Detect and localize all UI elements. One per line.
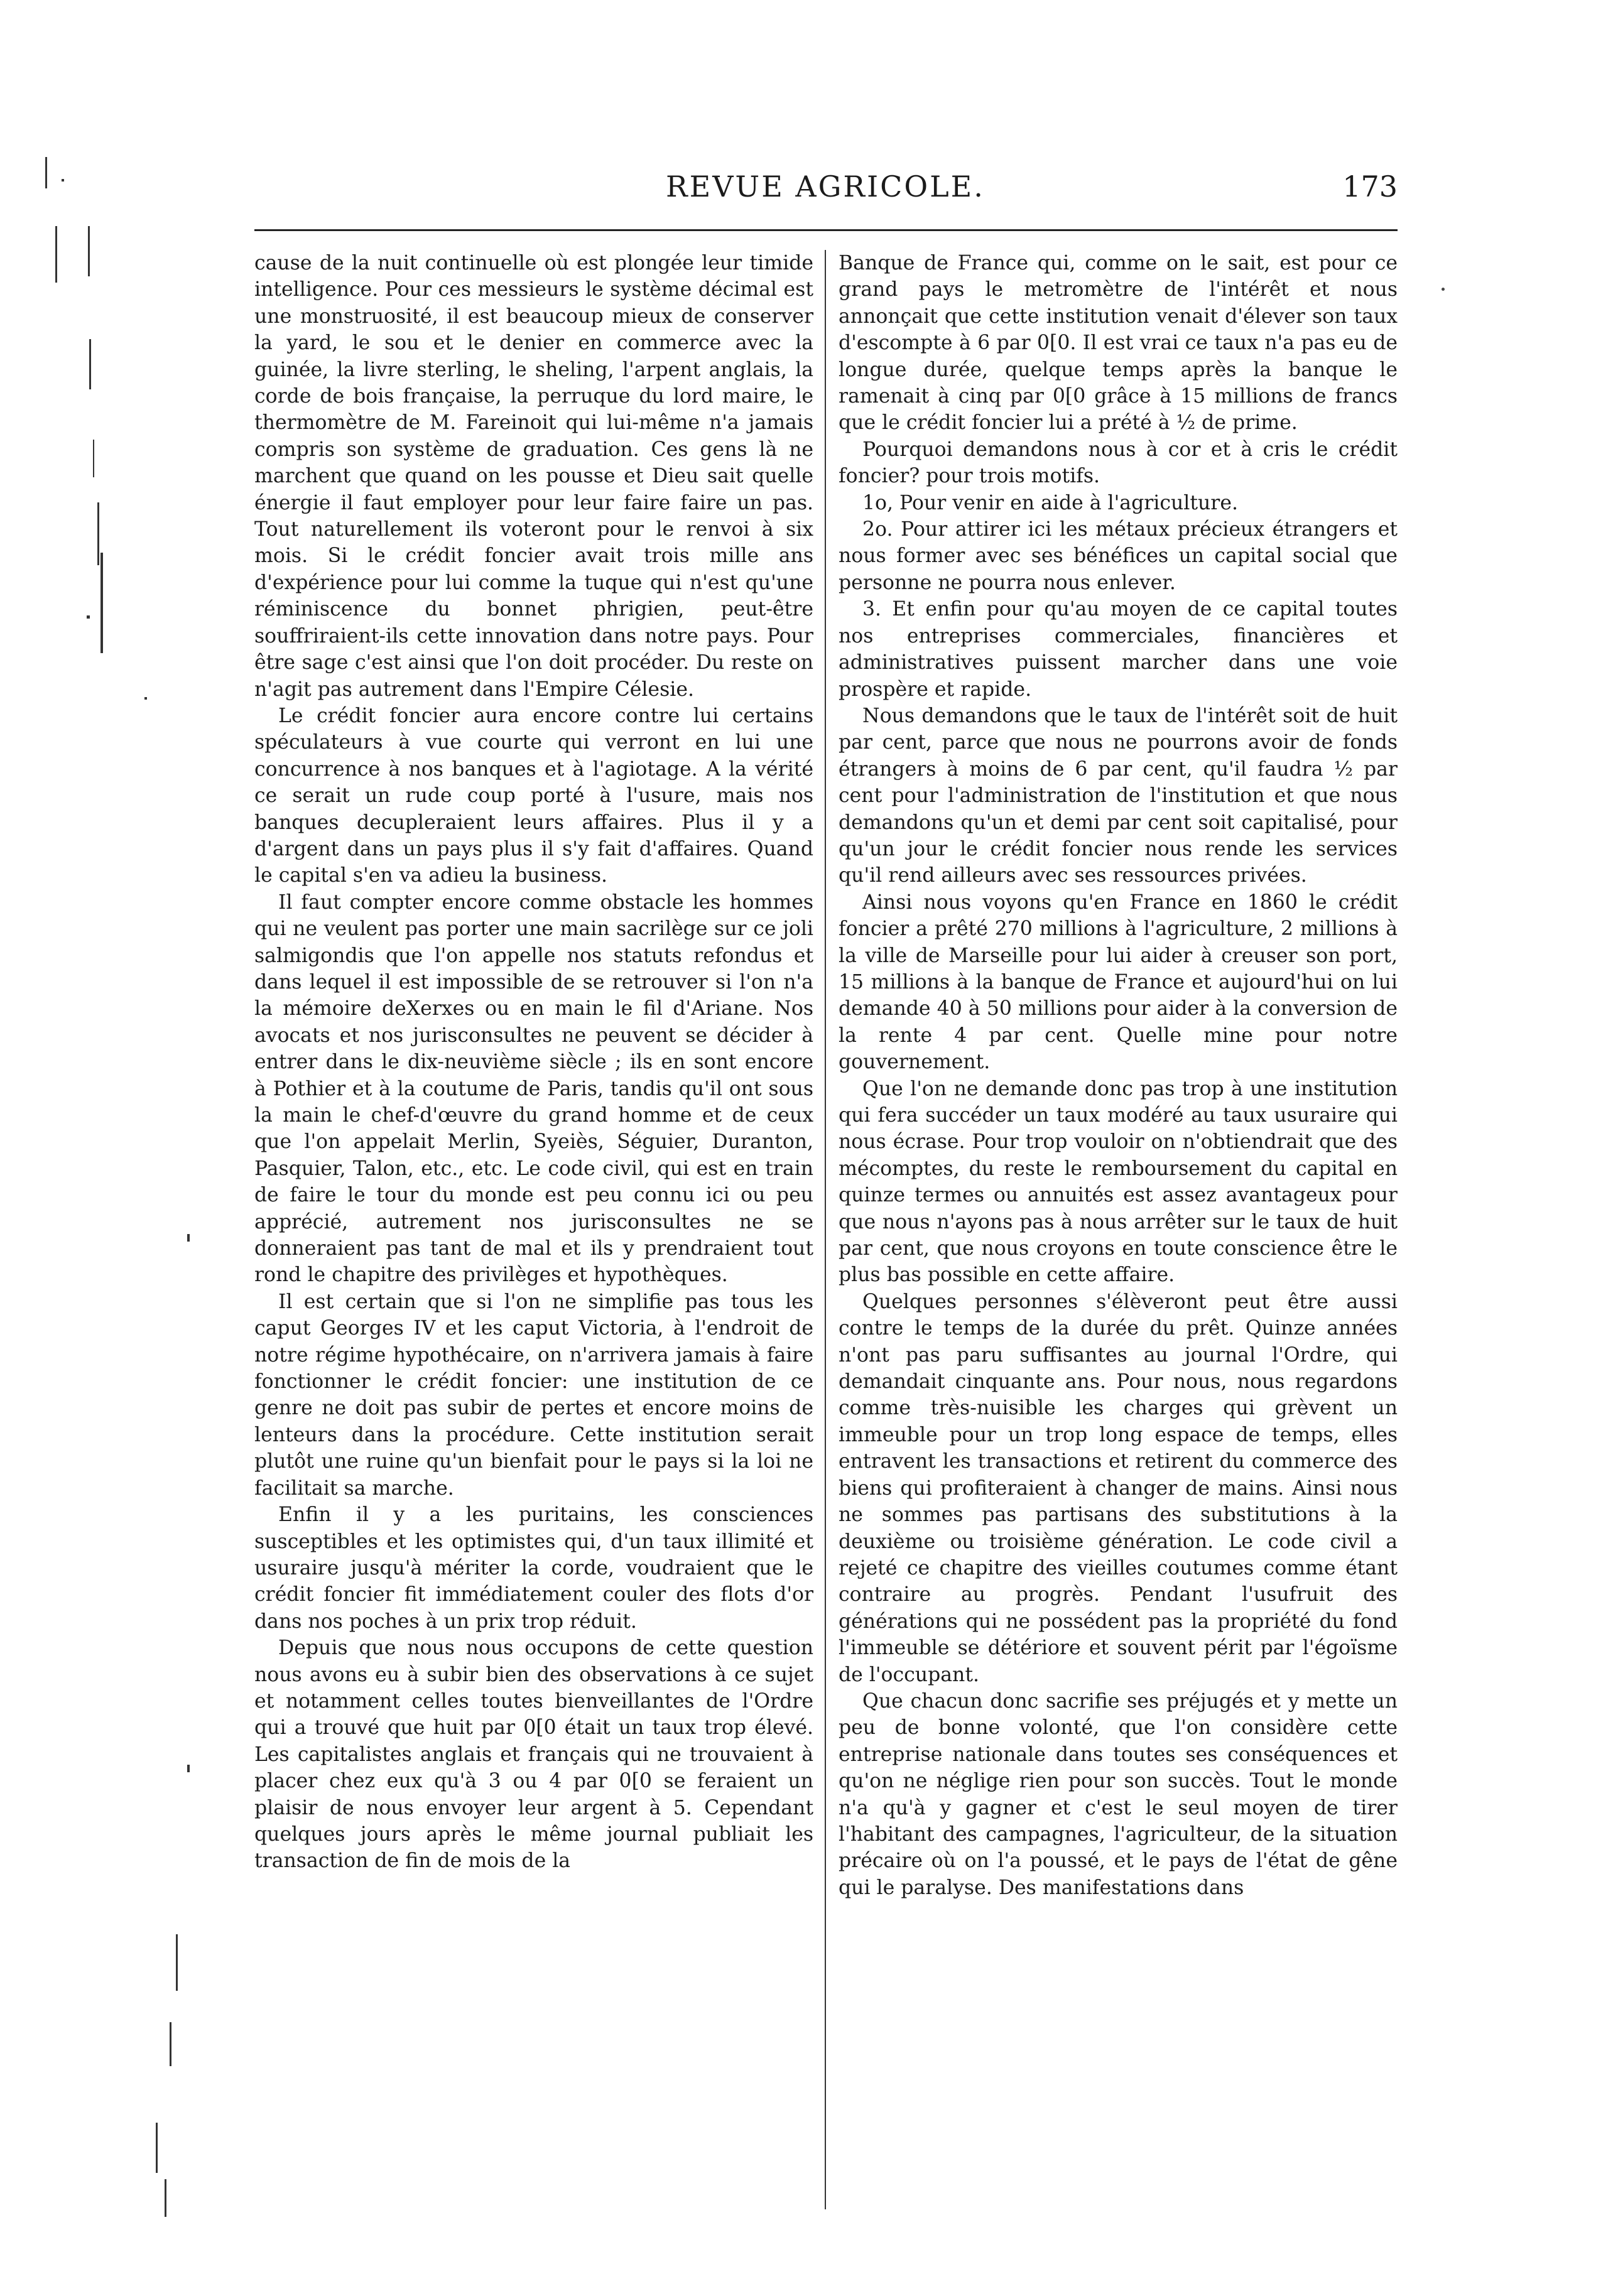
paragraph: Ainsi nous voyons qu'en France en 1860 le crédit foncier a prêté 270 millions à l'agriculture, 2 millions à la ville de Marseille pour lui aider à creuser son port, 15 millions à la banque de France et aujourd'hui on lui demande 40 à 50 millions pour aider à la conversion de la rente 4 par cent. Quelle mine pour notre gouvernement. (839, 891, 1398, 1074)
paragraph: 1o, Pour venir en aide à l'agriculture. (862, 491, 1239, 514)
paragraph: Enfin il y a les puritains, les consciences susceptibles et les optimistes qui, d'un taux illimité et usuraire jusqu'à mériter la corde, voudraient que le crédit foncier fit immédiatement couler des flots d'or dans nos poches à un prix trop réduit. (254, 1503, 813, 1633)
page-header (254, 165, 1398, 215)
left-column (254, 250, 813, 2222)
paragraph: Banque de France qui, comme on le sait, est pour ce grand pays le metromètre de l'intérêt et nous annonçait que cette institution venait d'élever son taux d'escompte à 6 par 0[0. Il est vrai ce taux n'a pas eu de longue durée, quelque temps après la banque le ramenait à cinq par 0[0 grâce à 15 millions de francs que le crédit foncier lui a prété à ½ de prime. (839, 252, 1398, 435)
right-column (839, 250, 1398, 2222)
page-number: 173 (1342, 170, 1398, 203)
header-rule (254, 229, 1398, 231)
column-divider (825, 250, 826, 2209)
paragraph: Que chacun donc sacrifie ses préjugés et y mette un peu de bonne volonté, que l'on considère cette entreprise nationale dans toutes ses conséquences et qu'on ne néglige rien pour son succès. Tout le monde n'a qu'à y gagner et c'est le seul moyen de tirer l'habitant des campagnes, l'agriculteur, de la situation précaire où on l'a poussé, et le pays de l'état de gêne qui le paralyse. Des manifestations dans (839, 1689, 1398, 1899)
paragraph: Que l'on ne demande donc pas trop à une institution qui fera succéder un taux modéré au taux usuraire qui nous écrase. Pour trop vouloir on n'obtiendrait que des mécomptes, du reste le remboursement du capital en quinze termes ou annuités est assez avantageux pour que nous n'ayons pas à nous arrêter sur le taux de huit par cent, que nous croyons en toute conscience être le plus bas possible en cette affaire. (839, 1077, 1398, 1287)
paragraph: Depuis que nous nous occupons de cette question nous avons eu à subir bien des observations à ce sujet et notamment celles toutes bienveillantes de l'Ordre qui a trouvé que huit par 0[0 était un taux trop élevé. Les capitalistes anglais et français qui ne trouvaient à placer chez eux qu'à 3 ou 4 par 0[0 se feraient un plaisir de nous envoyer leur argent à 5. Cependant quelques jours après le même journal publiait les transaction de fin de mois de la (254, 1637, 813, 1873)
paragraph: 3. Et enfin pour qu'au moyen de ce capital toutes nos entreprises commerciales, financières et administratives puissent marcher dans une voie prospère et rapide. (839, 598, 1398, 701)
paragraph: Quelques personnes s'élèveront peut être aussi contre le temps de la durée du prêt. Quinze années n'ont pas paru suffisantes au journal l'Ordre, qui demandait cinquante ans. Pour nous, nous regardons comme très-nuisible les charges qui grèvent un immeuble pour un trop long espace de temps, elles entravent les transactions et retirent du commerce des biens qui profiteraient à changer de mains. Ainsi nous ne sommes pas partisans des substitutions à la deuxième ou troisième génération. Le code civil a rejeté ce chapitre des vieilles coutumes comme étant contraire au progrès. Pendant l'usufruit des générations qui ne possédent pas la propriété du fond l'immeuble se détériore et souvent périt par l'égoïsme de l'occupant. (839, 1290, 1398, 1686)
paragraph: Il est certain que si l'on ne simplifie pas tous les caput Georges IV et les caput Victoria, à l'endroit de notre régime hypothécaire, on n'arrivera jamais à faire fonctionner le crédit foncier: une institution de ce genre ne doit pas subir de pertes et encore moins de lenteurs dans la procédure. Cette institution serait plutôt une ruine qu'un bienfait pour le pays si la loi ne facilitait sa marche. (254, 1290, 813, 1500)
paragraph: 2o. Pour attirer ici les métaux précieux étrangers et nous former avec ses bénéfices un capital social que personne ne pourra nous enlever. (839, 518, 1398, 594)
margin-marks (0, 0, 126, 2296)
paragraph: Le crédit foncier aura encore contre lui certains spéculateurs à vue courte qui verront en lui une concurrence à nos banques et à l'agiotage. A la vérité ce serait un rude coup porté à l'usure, mais nos banques decupleraient leurs affaires. Plus il y a d'argent dans un pays plus il s'y fait d'affaires. Quand le capital s'en va adieu la business. (254, 704, 813, 887)
paragraph: Pourquoi demandons nous à cor et à cris le crédit foncier? pour trois motifs. (839, 438, 1398, 488)
paragraph: Il faut compter encore comme obstacle les hommes qui ne veulent pas porter une main sacrilège sur ce joli salmigondis que l'on appelle nos statuts refondus et dans lequel il est impossible de se retrouver si l'on n'a la mémoire deXerxes ou en main le fil d'Ariane. Nos avocats et nos jurisconsultes ne peuvent se décider à entrer dans le dix-neuvième siècle ; ils en sont encore à Pothier et à la coutume de Paris, tandis qu'il ont sous la main le chef-d'œuvre du grand homme et de ceux que l'on appelait Merlin, Syeiès, Séguier, Duranton, Pasquier, Talon, etc., etc. Le code civil, qui est en train de faire le tour du monde est peu connu ici ou peu apprécié, autrement nos jurisconsultes ne se donneraient pas tant de mal et ils y prendraient tout rond le chapitre des privilèges et hypothèques. (254, 891, 813, 1287)
paragraph: cause de la nuit continuelle où est plongée leur timide intelligence. Pour ces messieurs le système décimal est une monstruosité, il est beaucoup mieux de conserver la yard, le sou et le denier en commerce avec la guinée, la livre sterling, le sheling, l'arpent anglais, la corde de bois française, la perruque du lord maire, le thermomètre de M. Fareinoit qui lui-même n'a jamais compris son système de graduation. Ces gens là ne marchent que quand on les pousse et Dieu sait quelle énergie il faut employer pour leur faire faire un pas. Tout naturellement ils voteront pour le renvoi à six mois. Si le crédit foncier avait trois mille ans d'expérience pour lui comme la tuque qui n'est qu'une réminiscence du bonnet phrigien, peut-être souffriraient-ils cette innovation dans notre pays. Pour être sage c'est ainsi que l'on doit procéder. Du reste on n'agit pas autrement dans l'Empire Célesie. (254, 252, 813, 701)
paragraph: Nous demandons que le taux de l'intérêt soit de huit par cent, parce que nous ne pourrons avoir de fonds étrangers à moins de 6 par cent, qu'il faudra ½ par cent pour l'administration de l'institution et que nous demandons qu'un et demi par cent soit capitalisé, pour qu'un jour le crédit foncier nous rende les services qu'il rend ailleurs avec ses ressources privées. (839, 704, 1398, 887)
running-title: REVUE AGRICOLE. (666, 170, 985, 203)
